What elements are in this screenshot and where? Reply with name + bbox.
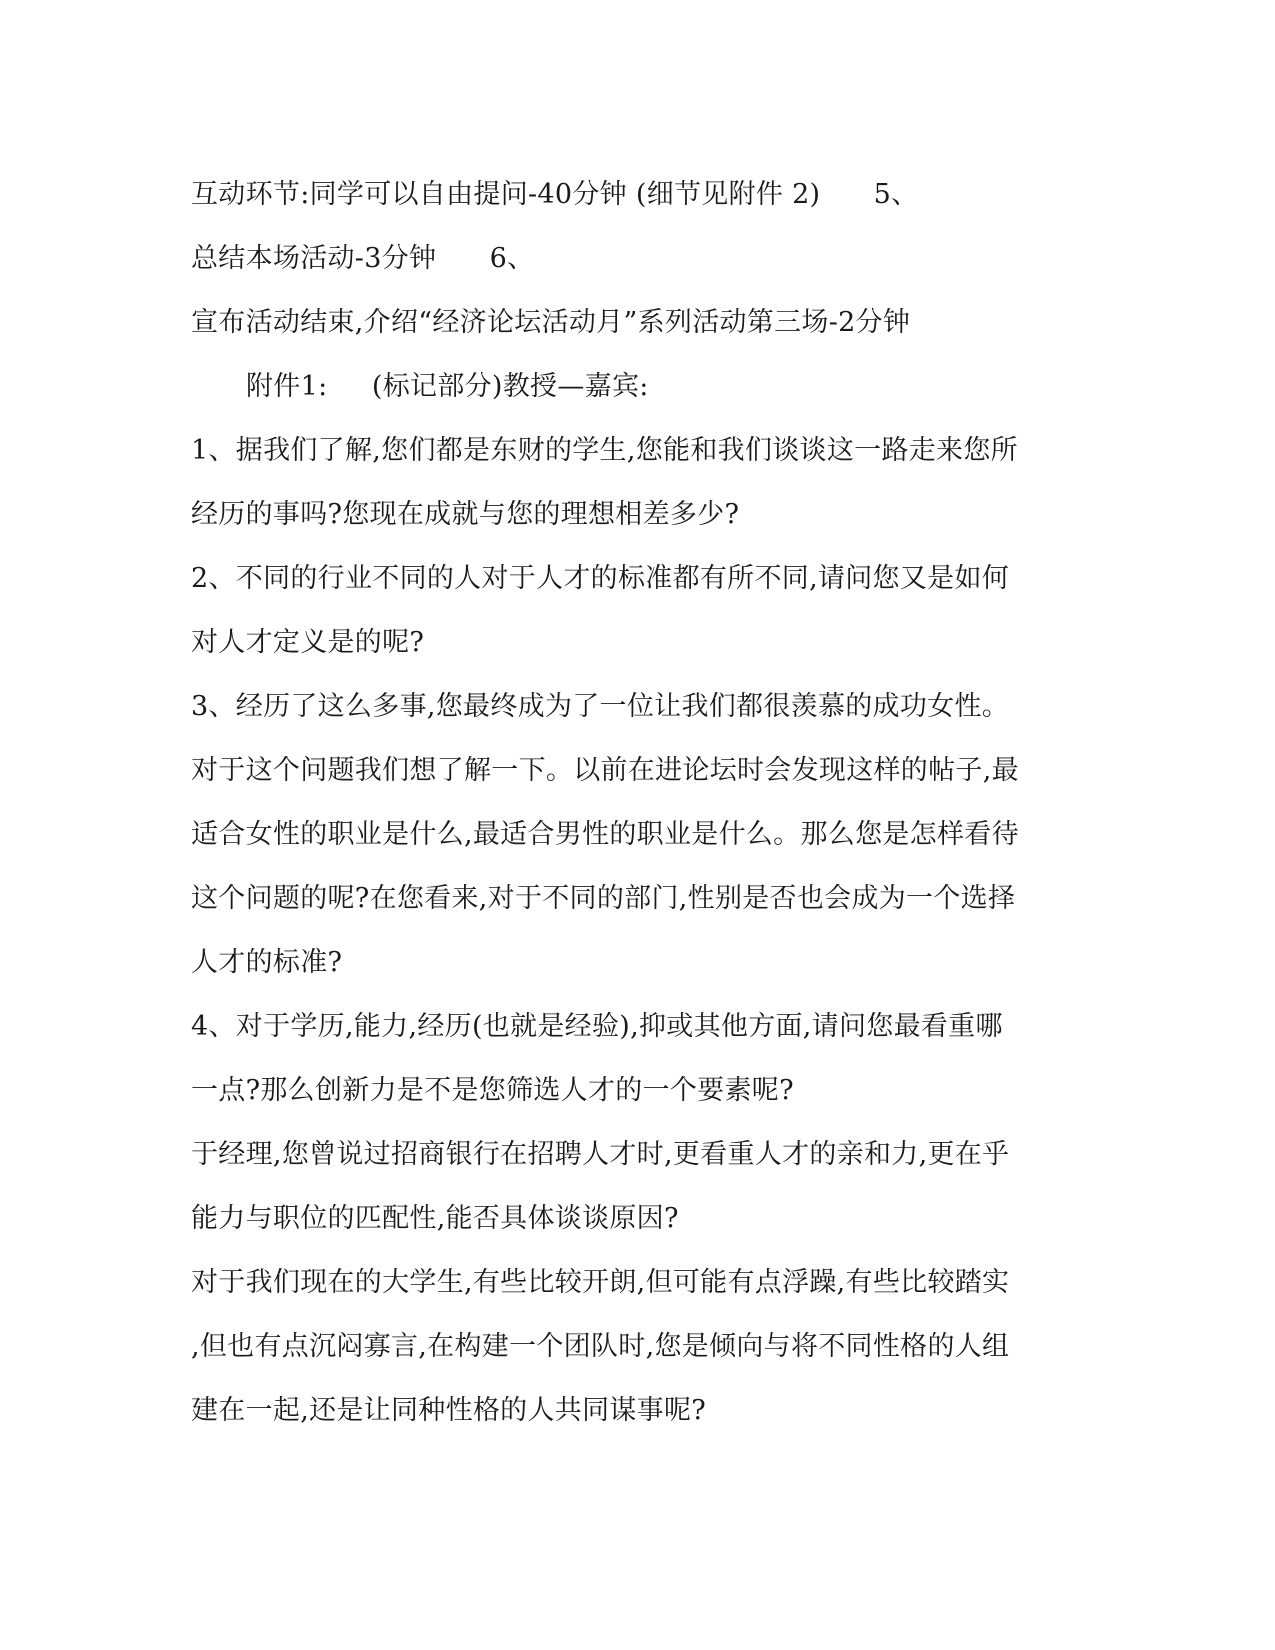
question-5-line-1: 于经理,您曾说过招商银行在招聘人才时,更看重人才的亲和力,更在乎 [191,1139,1010,1170]
question-5-line-2: 能力与职位的匹配性,能否具体谈谈原因? [191,1203,679,1234]
text-line-closing-step: 宣布活动结束,介绍“经济论坛活动月”系列活动第三场-2分钟 [191,307,911,338]
text-line-summary-step: 总结本场活动-3分钟 6、 [191,243,535,274]
question-2-line-1: 2、不同的行业不同的人对于人才的标准都有所不同,请问您又是如何 [191,563,1010,594]
document-body [191,163,1091,1443]
question-3-line-1: 3、经历了这么多事,您最终成为了一位让我们都很羡慕的成功女性。 [191,691,1010,722]
question-6-line-3: 建在一起,还是让同种性格的人共同谋事呢? [191,1395,707,1426]
question-6-line-2: ,但也有点沉闷寡言,在构建一个团队时,您是倾向与将不同性格的人组 [191,1331,1010,1362]
question-1-line-1: 1、据我们了解,您们都是东财的学生,您能和我们谈谈这一路走来您所 [191,435,1018,466]
question-6-line-1: 对于我们现在的大学生,有些比较开朗,但可能有点浮躁,有些比较踏实 [191,1267,1010,1298]
text-line-interaction-step: 互动环节:同学可以自由提问-40分钟 (细节见附件 2) 5、 [191,179,919,210]
attachment-heading: 附件1: (标记部分)教授—嘉宾: [246,371,649,402]
question-1-line-2: 经历的事吗?您现在成就与您的理想相差多少? [191,499,740,530]
question-3-line-3: 适合女性的职业是什么,最适合男性的职业是什么。那么您是怎样看待 [191,819,1019,850]
question-3-line-5: 人才的标准? [191,947,343,978]
question-4-line-1: 4、对于学历,能力,经历(也就是经验),抑或其他方面,请问您最看重哪 [191,1011,1003,1042]
question-3-line-2: 对于这个问题我们想了解一下。以前在进论坛时会发现这样的帖子,最 [191,755,1019,786]
question-2-line-2: 对人才定义是的呢? [191,627,425,658]
question-3-line-4: 这个问题的呢?在您看来,对于不同的部门,性别是否也会成为一个选择 [191,883,1016,914]
question-4-line-2: 一点?那么创新力是不是您筛选人才的一个要素呢? [191,1075,794,1106]
